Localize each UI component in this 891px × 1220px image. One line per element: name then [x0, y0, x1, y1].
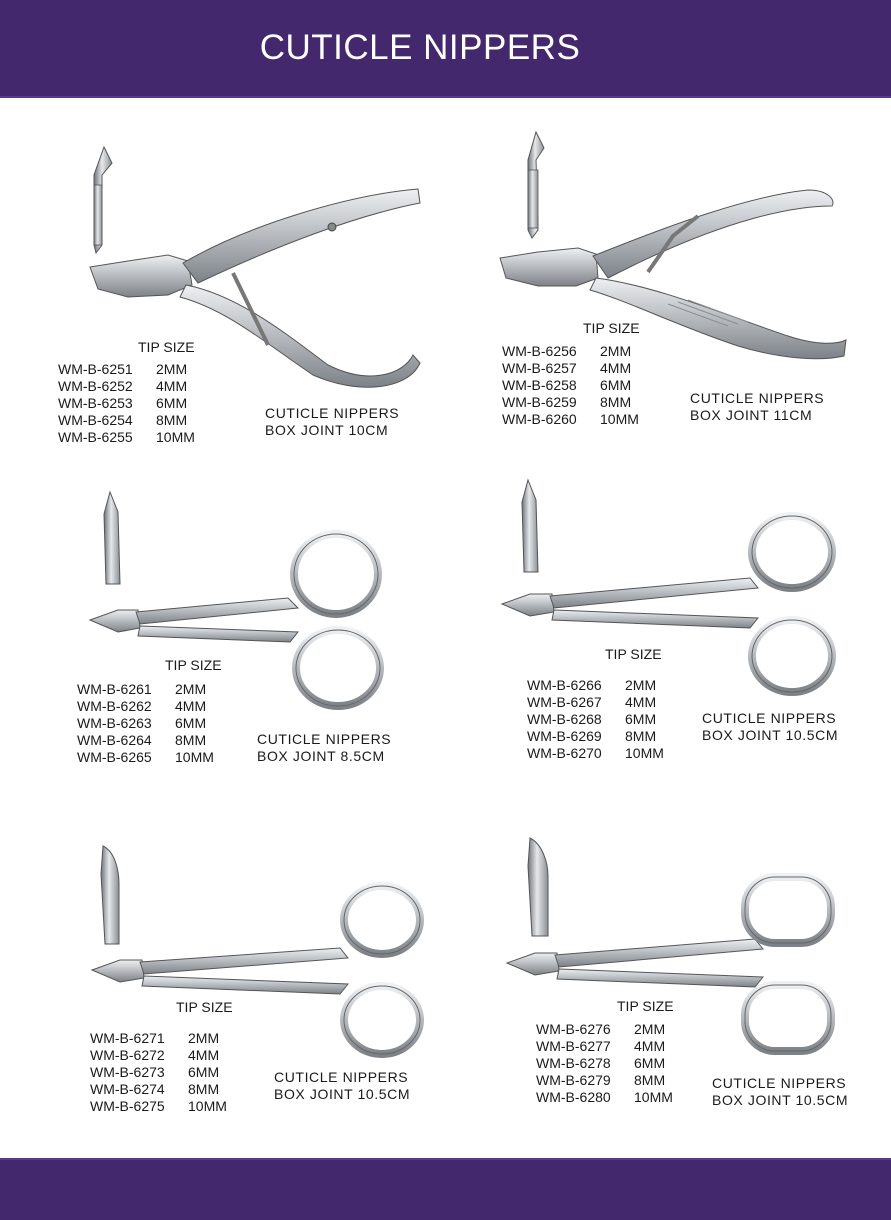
product-code: WM-B-6258	[502, 377, 577, 393]
product-code: WM-B-6268	[527, 711, 602, 727]
product-code: WM-B-6261	[77, 681, 152, 697]
product-name: CUTICLE NIPPERS	[690, 390, 825, 406]
code-row	[77, 681, 214, 698]
tip-size: 4MM	[634, 1038, 666, 1054]
product-name: CUTICLE NIPPERS	[274, 1069, 409, 1085]
code-row	[77, 715, 214, 732]
tip-size: 2MM	[156, 361, 188, 377]
tip-size-label: TIP SIZE	[176, 999, 233, 1015]
code-row	[58, 361, 195, 378]
product-spec: BOX JOINT 8.5CM	[257, 748, 385, 764]
product-code: WM-B-6255	[58, 429, 133, 445]
product-name: CUTICLE NIPPERS	[257, 731, 392, 747]
code-row	[90, 1047, 227, 1064]
code-row	[536, 1072, 673, 1089]
product-code: WM-B-6252	[58, 378, 133, 394]
product-name: CUTICLE NIPPERS	[702, 710, 837, 726]
code-row	[527, 711, 664, 728]
product-code: WM-B-6264	[77, 732, 152, 748]
product-code: WM-B-6273	[90, 1064, 165, 1080]
code-row	[90, 1064, 227, 1081]
product-description	[274, 1069, 410, 1103]
code-row	[536, 1038, 673, 1055]
product-code: WM-B-6266	[527, 677, 602, 693]
tip-size-label: TIP SIZE	[165, 657, 222, 673]
product-code: WM-B-6275	[90, 1098, 165, 1114]
code-row	[502, 360, 639, 377]
spring-nipper-image	[88, 185, 423, 390]
code-row	[536, 1021, 673, 1038]
tip-size: 8MM	[600, 394, 632, 410]
product-description	[702, 710, 838, 744]
spring-nipper-image	[498, 186, 848, 366]
product-code: WM-B-6274	[90, 1081, 165, 1097]
code-list	[58, 361, 195, 446]
product-code: WM-B-6254	[58, 412, 133, 428]
product-code: WM-B-6267	[527, 694, 602, 710]
tip-size: 6MM	[600, 377, 632, 393]
tip-size-label: TIP SIZE	[605, 646, 662, 662]
product-code: WM-B-6279	[536, 1072, 611, 1088]
code-row	[536, 1089, 673, 1106]
product-spec: BOX JOINT 10.5CM	[702, 727, 839, 743]
tip-size-label: TIP SIZE	[583, 320, 640, 336]
tip-size: 6MM	[634, 1055, 666, 1071]
product-code: WM-B-6263	[77, 715, 152, 731]
product-code: WM-B-6271	[90, 1030, 165, 1046]
tip-size: 6MM	[156, 395, 188, 411]
product-code: WM-B-6257	[502, 360, 577, 376]
tip-size: 2MM	[188, 1030, 220, 1046]
code-row	[502, 394, 639, 411]
code-row	[527, 745, 664, 762]
tip-size-label: TIP SIZE	[138, 339, 195, 355]
product-code: WM-B-6278	[536, 1055, 611, 1071]
tip-size-label: TIP SIZE	[617, 998, 674, 1014]
code-row	[527, 728, 664, 745]
tip-size: 8MM	[156, 412, 188, 428]
code-row	[77, 698, 214, 715]
tip-size: 10MM	[156, 429, 195, 445]
product-code: WM-B-6272	[90, 1047, 165, 1063]
code-row	[536, 1055, 673, 1072]
product-code: WM-B-6270	[527, 745, 602, 761]
tip-size: 4MM	[175, 698, 207, 714]
code-row	[90, 1081, 227, 1098]
code-list	[90, 1030, 227, 1115]
tip-size: 4MM	[156, 378, 188, 394]
code-row	[58, 429, 195, 446]
product-code: WM-B-6251	[58, 361, 133, 377]
page-header	[0, 0, 891, 98]
tip-size: 2MM	[600, 343, 632, 359]
page-title: CUTICLE NIPPERS	[259, 28, 581, 67]
product-name: CUTICLE NIPPERS	[712, 1075, 847, 1091]
product-code: WM-B-6253	[58, 395, 133, 411]
tip-size: 8MM	[634, 1072, 666, 1088]
code-list	[77, 681, 214, 766]
product-code: WM-B-6280	[536, 1089, 611, 1105]
tip-size: 10MM	[625, 745, 664, 761]
tip-size: 8MM	[175, 732, 207, 748]
product-spec: BOX JOINT 10.5CM	[274, 1086, 411, 1102]
code-row	[502, 411, 639, 428]
product-description	[690, 390, 824, 424]
product-spec: BOX JOINT 10CM	[265, 422, 389, 438]
code-row	[502, 343, 639, 360]
tip-size: 4MM	[625, 694, 657, 710]
code-list	[536, 1021, 673, 1106]
code-row	[58, 395, 195, 412]
product-code: WM-B-6265	[77, 749, 152, 765]
tip-size: 10MM	[634, 1089, 673, 1105]
tip-size: 8MM	[188, 1081, 220, 1097]
product-description	[257, 731, 391, 765]
ring-nipper-image	[500, 512, 840, 697]
tip-size: 2MM	[625, 677, 657, 693]
code-row	[58, 378, 195, 395]
tip-size: 10MM	[188, 1098, 227, 1114]
tip-size: 6MM	[175, 715, 207, 731]
page-footer	[0, 1158, 891, 1220]
product-code: WM-B-6269	[527, 728, 602, 744]
product-code: WM-B-6256	[502, 343, 577, 359]
code-row	[58, 412, 195, 429]
product-spec: BOX JOINT 10.5CM	[712, 1092, 849, 1108]
product-code: WM-B-6260	[502, 411, 577, 427]
tip-size: 10MM	[175, 749, 214, 765]
product-code: WM-B-6277	[536, 1038, 611, 1054]
tip-size: 2MM	[634, 1021, 666, 1037]
code-row	[90, 1030, 227, 1047]
tip-size: 4MM	[188, 1047, 220, 1063]
tip-size: 10MM	[600, 411, 639, 427]
tip-size: 6MM	[188, 1064, 220, 1080]
code-row	[527, 677, 664, 694]
product-code: WM-B-6259	[502, 394, 577, 410]
tip-size: 8MM	[625, 728, 657, 744]
code-list	[502, 343, 639, 428]
code-list	[527, 677, 664, 762]
tip-size: 4MM	[600, 360, 632, 376]
code-row	[90, 1098, 227, 1115]
code-row	[77, 749, 214, 766]
tip-size: 6MM	[625, 711, 657, 727]
code-row	[527, 694, 664, 711]
product-code: WM-B-6276	[536, 1021, 611, 1037]
product-description	[265, 405, 399, 439]
tip-size: 2MM	[175, 681, 207, 697]
product-description	[712, 1075, 848, 1109]
product-code: WM-B-6262	[77, 698, 152, 714]
code-row	[502, 377, 639, 394]
product-spec: BOX JOINT 11CM	[690, 407, 813, 423]
product-name: CUTICLE NIPPERS	[265, 405, 400, 421]
code-row	[77, 732, 214, 749]
